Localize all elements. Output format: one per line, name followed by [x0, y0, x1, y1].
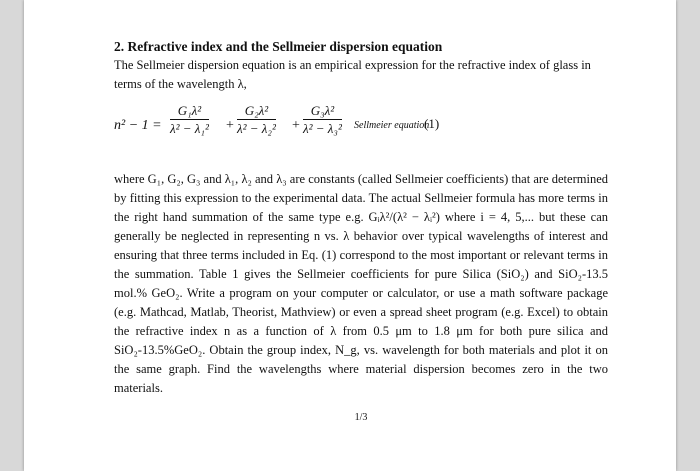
intro-paragraph: The Sellmeier dispersion equation is an empirical expression for the refractive index of glass in terms of the wavelength λ,: [114, 58, 591, 91]
term-2-denominator: λ² − λ₂²: [237, 121, 276, 136]
document-content: [114, 38, 608, 423]
section-title: 2. Refractive index and the Sellmeier dispersion equation: [114, 39, 443, 54]
page-indicator: 1/3: [354, 412, 368, 423]
term-1-numerator: G₁λ²: [170, 102, 209, 120]
equation-label: Sellmeier equation: [354, 120, 430, 131]
equation-term-2: [237, 102, 276, 137]
equation-lhs: n² − 1 =: [114, 118, 162, 133]
term-1-denominator: λ² − λ₁²: [170, 121, 209, 136]
document-page: [24, 0, 676, 471]
term-3-denominator: λ² − λ₃²: [303, 121, 342, 136]
equation-term-1: [170, 102, 209, 137]
term-2-numerator: G₂λ²: [237, 102, 276, 120]
sellmeier-equation: [114, 98, 608, 164]
term-3-numerator: G₃λ²: [303, 102, 342, 120]
equation-term-3: [303, 102, 342, 137]
plus-sign: +: [292, 118, 300, 133]
plus-sign: +: [226, 118, 234, 133]
body-paragraph: where G₁, G₂, G₃ and λ₁, λ₂ and λ₃ are constants (called Sellmeier coefficients) that are determined by fitting this expression to the experimental data. The actual Sellmeier formula has more terms in the right hand summation of the same type e.g. Gᵢλ²/(λ² − λᵢ²) where i = 4, 5,... but these can generally be neglected in representing n vs. λ behavior over typical wavelengths of interest and ensuring that three terms included in Eq. (1) correspond to the most important or relevant terms in the summation. Table 1 gives the Sellmeier coefficients for pure Silica (SiO₂) and SiO₂-13.5 mol.% GeO₂. Write a program on your computer or calculator, or use a math software package (e.g. Mathcad, Matlab, Theorist, Mathview) or even a spread sheet program (e.g. Excel) to obtain the refractive index n as a function of λ from 0.5 μm to 1.8 μm for both pure silica and SiO₂-13.5%GeO₂. Obtain the group index, N_g, vs. wavelength for both materials and plot it on the same graph. Find the wavelengths where material dispersion becomes zero in the two materials.: [114, 172, 608, 395]
equation-number: (1): [424, 116, 440, 131]
